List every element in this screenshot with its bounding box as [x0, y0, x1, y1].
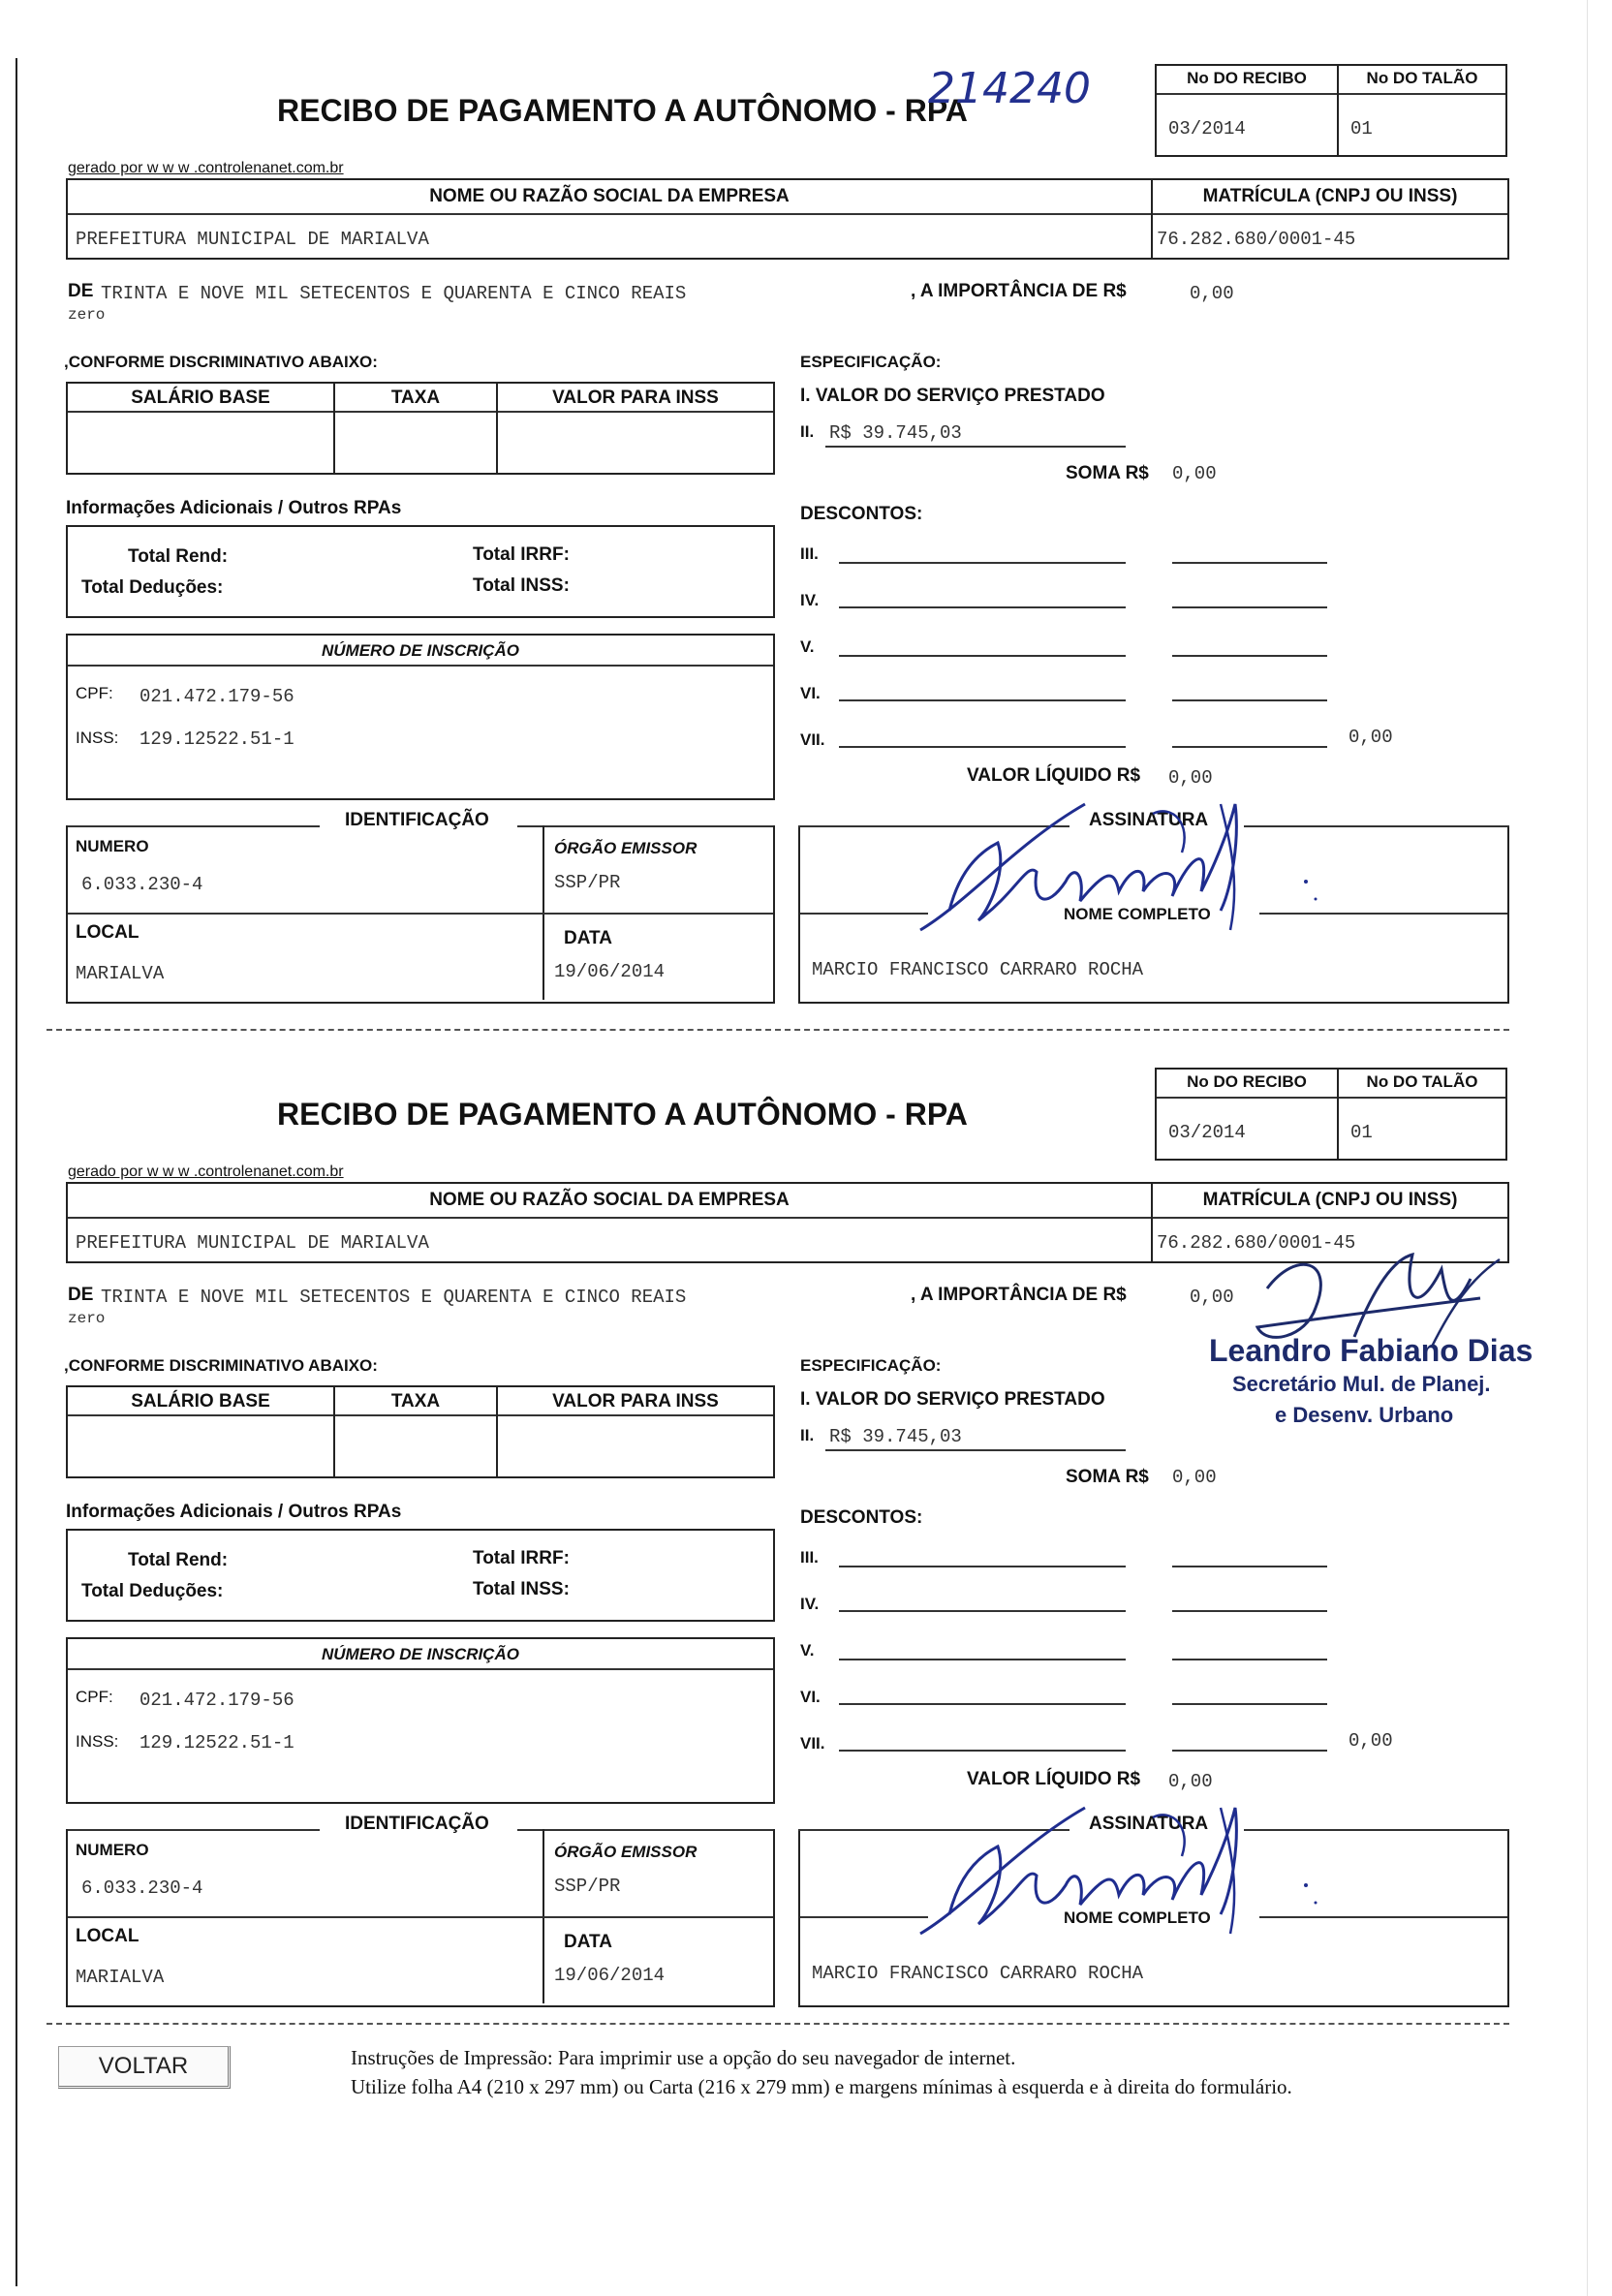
nome-completo-value: MARCIO FRANCISCO CARRARO ROCHA [812, 1963, 1144, 1984]
numero-label: NUMERO [76, 837, 149, 855]
item-vii-value: 0,00 [1348, 1730, 1393, 1752]
inss-value: 129.12522.51-1 [140, 729, 294, 750]
importancia-value: 0,00 [1190, 283, 1234, 304]
total-deducoes-label: Total Deduções: [81, 1581, 224, 1601]
stamp-name: Leandro Fabiano Dias [1209, 1333, 1534, 1368]
valor-inss-label: VALOR PARA INSS [552, 1391, 719, 1412]
local-value: MARIALVA [76, 963, 165, 984]
inscricao-label: NÚMERO DE INSCRIÇÃO [321, 1645, 519, 1663]
numero-label: NUMERO [76, 1841, 149, 1859]
orgao-label: ÓRGÃO EMISSOR [554, 839, 698, 857]
info-label: Informações Adicionais / Outros RPAs [66, 1502, 402, 1522]
cpf-value: 021.472.179-56 [140, 1690, 294, 1711]
item-iv-label: IV. [800, 591, 820, 609]
inss-label: INSS: [76, 729, 119, 747]
receipt-title: RECIBO DE PAGAMENTO A AUTÔNOMO - RPA [277, 1097, 968, 1132]
recibo-talao-box [1155, 64, 1507, 157]
item-iii-label: III. [800, 544, 819, 563]
identificacao-label: IDENTIFICAÇÃO [345, 810, 489, 830]
inss-label: INSS: [76, 1732, 119, 1751]
item-vi-label: VI. [800, 684, 821, 702]
item-vii-value: 0,00 [1348, 727, 1393, 748]
inscricao-box [66, 634, 775, 800]
matricula-value: 76.282.680/0001-45 [1157, 229, 1356, 250]
identificacao-box [66, 825, 775, 1004]
taxa-label: TAXA [390, 388, 441, 408]
nome-completo-value: MARCIO FRANCISCO CARRARO ROCHA [812, 959, 1144, 980]
orgao-label: ÓRGÃO EMISSOR [554, 1843, 698, 1861]
valor-liquido-label: VALOR LÍQUIDO R$ [967, 765, 1141, 786]
assinatura-label: ASSINATURA [1089, 810, 1209, 830]
generated-by: gerado por w w w .controlenanet.com.br [68, 160, 344, 176]
assinatura-label: ASSINATURA [1089, 1814, 1209, 1834]
soma-value: 0,00 [1172, 1467, 1217, 1488]
numero-value: 6.033.230-4 [81, 874, 203, 895]
valor-liquido-value: 0,00 [1168, 1771, 1213, 1792]
receipt-copy-2 [0, 1004, 1612, 2001]
total-irrf-label: Total IRRF: [473, 544, 570, 565]
company-label: NOME OU RAZÃO SOCIAL DA EMPRESA [429, 1190, 790, 1210]
signature-scribble [911, 1788, 1327, 1953]
print-instructions-1: Instruções de Impressão: Para imprimir use a opção do seu navegador de internet. [351, 2046, 1016, 2069]
data-label: DATA [564, 1932, 612, 1952]
descontos-label: DESCONTOS: [800, 1507, 923, 1528]
total-deducoes-label: Total Deduções: [81, 577, 224, 598]
cut-line-2 [46, 2023, 1509, 2025]
voltar-button[interactable]: VOLTAR [58, 2046, 231, 2089]
total-inss-label: Total INSS: [473, 575, 570, 596]
talao-no: 01 [1350, 118, 1373, 140]
item-vi-label: VI. [800, 1688, 821, 1706]
stamp-role-1: Secretário Mul. de Planej. [1232, 1372, 1491, 1396]
matricula-label: MATRÍCULA (CNPJ OU INSS) [1202, 186, 1458, 206]
valor-inss-label: VALOR PARA INSS [552, 388, 719, 408]
recibo-no: 03/2014 [1168, 1122, 1246, 1143]
importancia-label: , A IMPORTÂNCIA DE R$ [911, 1285, 1127, 1305]
numero-value: 6.033.230-4 [81, 1877, 203, 1899]
importancia-label: , A IMPORTÂNCIA DE R$ [911, 281, 1127, 301]
matricula-label: MATRÍCULA (CNPJ OU INSS) [1202, 1190, 1458, 1210]
total-irrf-label: Total IRRF: [473, 1548, 570, 1568]
item-ii-label: II. [800, 1426, 815, 1444]
amount-words-extra: zero [68, 1310, 106, 1327]
print-instructions-2: Utilize folha A4 (210 x 297 mm) ou Carta (216 x 279 mm) e margens mínimas à esquerda e à direita do formulário. [351, 2075, 1292, 2098]
local-value: MARIALVA [76, 1967, 165, 1988]
item-i-label: I. VALOR DO SERVIÇO PRESTADO [800, 1389, 1105, 1410]
signature-scribble [911, 785, 1327, 949]
orgao-value: SSP/PR [554, 1876, 621, 1897]
identificacao-label: IDENTIFICAÇÃO [345, 1814, 489, 1834]
nome-completo-label: NOME COMPLETO [1064, 905, 1211, 923]
local-label: LOCAL [76, 922, 140, 943]
salario-table [66, 1385, 775, 1478]
company-name: PREFEITURA MUNICIPAL DE MARIALVA [76, 1232, 429, 1254]
salario-base-label: SALÁRIO BASE [131, 1391, 270, 1412]
matricula-value: 76.282.680/0001-45 [1157, 1232, 1356, 1254]
soma-label: SOMA R$ [1066, 463, 1149, 483]
especificacao-label: ESPECIFICAÇÃO: [800, 353, 942, 371]
inscricao-label: NÚMERO DE INSCRIÇÃO [321, 641, 519, 660]
stamp-role-2: e Desenv. Urbano [1275, 1403, 1454, 1427]
identificacao-box [66, 1829, 775, 2007]
inss-value: 129.12522.51-1 [140, 1732, 294, 1753]
item-iii-label: III. [800, 1548, 819, 1567]
company-name: PREFEITURA MUNICIPAL DE MARIALVA [76, 229, 429, 250]
orgao-value: SSP/PR [554, 872, 621, 893]
cpf-label: CPF: [76, 1688, 113, 1706]
item-ii-label: II. [800, 422, 815, 441]
amount-words-extra: zero [68, 306, 106, 324]
info-box [66, 1529, 775, 1622]
receipt-copy-1 [0, 0, 1612, 998]
recibo-talao-box [1155, 1068, 1507, 1161]
data-label: DATA [564, 928, 612, 948]
soma-label: SOMA R$ [1066, 1467, 1149, 1487]
item-v-label: V. [800, 637, 815, 656]
talao-no: 01 [1350, 1122, 1373, 1143]
item-v-label: V. [800, 1641, 815, 1660]
inscricao-box [66, 1637, 775, 1804]
valor-liquido-value: 0,00 [1168, 767, 1213, 789]
valor-liquido-label: VALOR LÍQUIDO R$ [967, 1769, 1141, 1789]
talao-no-label: No DO TALÃO [1366, 69, 1478, 87]
de-label: DE [68, 281, 94, 301]
company-label: NOME OU RAZÃO SOCIAL DA EMPRESA [429, 186, 790, 206]
nome-completo-label: NOME COMPLETO [1064, 1908, 1211, 1927]
conforme-label: ,CONFORME DISCRIMINATIVO ABAIXO: [64, 353, 378, 371]
data-value: 19/06/2014 [554, 1965, 666, 1986]
de-label: DE [68, 1285, 94, 1305]
descontos-label: DESCONTOS: [800, 504, 923, 524]
item-vii-label: VII. [800, 730, 825, 749]
cpf-label: CPF: [76, 684, 113, 702]
conforme-label: ,CONFORME DISCRIMINATIVO ABAIXO: [64, 1356, 378, 1375]
handwritten-number: 214240 [928, 64, 1091, 113]
item-ii-value: R$ 39.745,03 [829, 1426, 962, 1447]
soma-value: 0,00 [1172, 463, 1217, 484]
item-i-label: I. VALOR DO SERVIÇO PRESTADO [800, 386, 1105, 406]
item-ii-value: R$ 39.745,03 [829, 422, 962, 444]
generated-by: gerado por w w w .controlenanet.com.br [68, 1164, 344, 1180]
recibo-no-label: No DO RECIBO [1187, 1072, 1307, 1091]
total-inss-label: Total INSS: [473, 1579, 570, 1599]
amount-words: TRINTA E NOVE MIL SETECENTOS E QUARENTA E CINCO REAIS [101, 1287, 687, 1308]
taxa-label: TAXA [390, 1391, 441, 1412]
info-label: Informações Adicionais / Outros RPAs [66, 498, 402, 518]
company-box [66, 178, 1509, 260]
cut-line-1 [46, 1029, 1509, 1031]
receipt-title: RECIBO DE PAGAMENTO A AUTÔNOMO - RPA [277, 93, 968, 128]
item-iv-label: IV. [800, 1595, 820, 1613]
item-vii-label: VII. [800, 1734, 825, 1753]
talao-no-label: No DO TALÃO [1366, 1072, 1478, 1091]
salario-base-label: SALÁRIO BASE [131, 388, 270, 408]
importancia-value: 0,00 [1190, 1287, 1234, 1308]
recibo-no-label: No DO RECIBO [1187, 69, 1307, 87]
info-box [66, 525, 775, 618]
cpf-value: 021.472.179-56 [140, 686, 294, 707]
recibo-no: 03/2014 [1168, 118, 1246, 140]
total-rend-label: Total Rend: [128, 546, 229, 567]
total-rend-label: Total Rend: [128, 1550, 229, 1570]
local-label: LOCAL [76, 1926, 140, 1946]
salario-table [66, 382, 775, 475]
data-value: 19/06/2014 [554, 961, 666, 982]
amount-words: TRINTA E NOVE MIL SETECENTOS E QUARENTA E CINCO REAIS [101, 283, 687, 304]
especificacao-label: ESPECIFICAÇÃO: [800, 1356, 942, 1375]
